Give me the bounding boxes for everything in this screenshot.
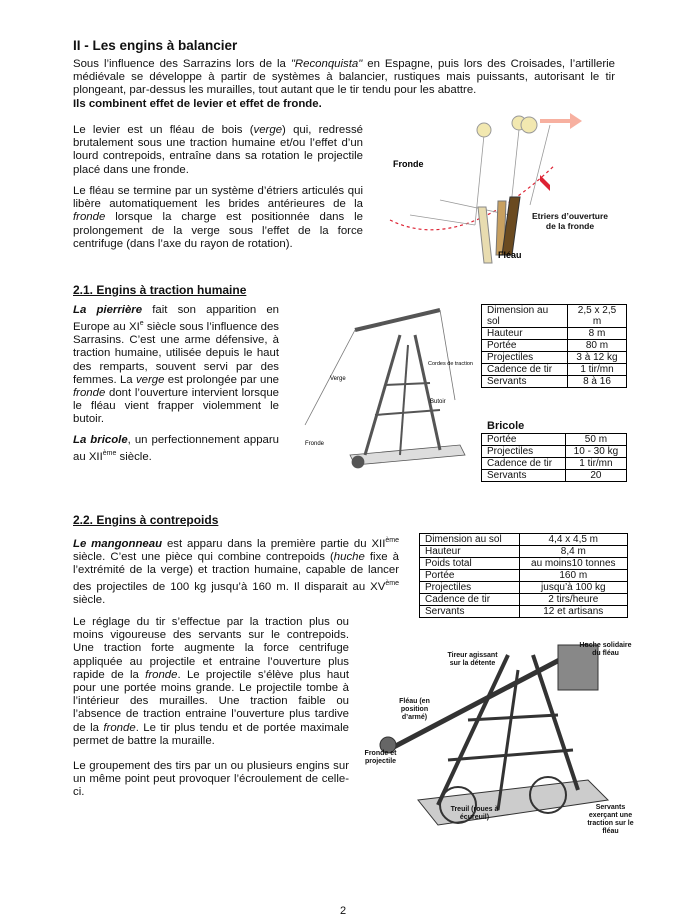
heading-traction-humaine: 2.1. Engins à traction humaine <box>73 283 247 297</box>
label-etriers: Etriers d’ouverture de la fronde <box>531 211 609 231</box>
pierriere-row <box>482 376 627 388</box>
label-butoir: Butoir <box>430 399 446 405</box>
heading-contrepoids: 2.2. Engins à contrepoids <box>73 513 219 527</box>
label-tireur: Tireur agissant sur la détente <box>447 652 498 667</box>
arrow-icon <box>540 113 582 129</box>
table-value-cell: 1 tir/mn <box>565 458 626 470</box>
table-value-cell: 2,5 x 2,5 m <box>567 305 626 328</box>
intro-bold-line: Ils combinent effet de levier et effet de fronde. <box>73 97 322 110</box>
table-value-cell: 12 et artisans <box>519 606 627 618</box>
bricole-paragraph: La bricole, un perfectionnement apparu au XIIème siècle. <box>73 434 279 463</box>
projectile-icon <box>477 123 491 137</box>
table-label-cell: Hauteur <box>482 328 568 340</box>
table-label-cell: Poids total <box>420 558 520 570</box>
label-cordes: Cordes de traction <box>428 361 473 367</box>
table-value-cell: jusqu’à 100 kg <box>519 582 627 594</box>
page-number: 2 <box>340 905 347 917</box>
bricole-row <box>482 470 627 482</box>
table-label-cell: Portée <box>482 340 568 352</box>
table-value-cell: 1 tir/mn <box>567 364 626 376</box>
table-label-cell: Dimension au sol <box>482 305 568 328</box>
table-value-cell: 10 - 30 kg <box>565 446 626 458</box>
table-value-cell: 80 m <box>567 340 626 352</box>
pierriere-row <box>482 340 627 352</box>
table-label-cell: Cadence de tir <box>482 364 568 376</box>
table-label-cell: Projectiles <box>420 582 520 594</box>
pierriere-paragraph: La pierrière fait son apparition en Europe au XIe siècle sous l’influence des Sarrasins. C’est une arme défensive, à traction humaine, utilisée depuis le haut des remparts, souvent servi par des femmes. La verge est prolongée par une fronde dont l’ouverture intervient lorsque le fléau vient frapper violemment le butoir. <box>73 304 279 426</box>
section-title: II - Les engins à balancier <box>73 38 238 53</box>
table-label-cell: Cadence de tir <box>420 594 520 606</box>
mangonneau-row <box>420 570 628 582</box>
table-label-cell: Portée <box>482 434 566 446</box>
pierriere-table <box>481 304 627 388</box>
table-label-cell: Hauteur <box>420 546 520 558</box>
pierriere-row <box>482 364 627 376</box>
label-verge: Verge <box>330 376 346 382</box>
table-label-cell: Projectiles <box>482 352 568 364</box>
table-value-cell: 160 m <box>519 570 627 582</box>
table-value-cell: 8 à 16 <box>567 376 626 388</box>
table-value-cell: au moins10 tonnes <box>519 558 627 570</box>
label-treuil: Treuil (roues à écureuil) <box>450 806 499 821</box>
table-label-cell: Servants <box>482 470 566 482</box>
label-fleau-2: Fléau (en position d’armé) <box>399 698 430 721</box>
table-label-cell: Projectiles <box>482 446 566 458</box>
label-servants: Servants exerçant une traction sur le fléau <box>587 804 634 835</box>
table-label-cell: Dimension au sol <box>420 534 520 546</box>
table-value-cell: 20 <box>565 470 626 482</box>
table-value-cell: 8 m <box>567 328 626 340</box>
mangonneau-row <box>420 582 628 594</box>
projectile-icon <box>521 117 537 133</box>
table-value-cell: 50 m <box>565 434 626 446</box>
mangonneau-row <box>420 546 628 558</box>
pierriere-row <box>482 305 627 328</box>
bricole-table <box>481 433 627 482</box>
label-fleau: Fléau <box>498 250 522 260</box>
mangonneau-table <box>419 533 628 618</box>
table-value-cell: 3 à 12 kg <box>567 352 626 364</box>
table-label-cell: Portée <box>420 570 520 582</box>
table-label-cell: Servants <box>482 376 568 388</box>
pierriere-row <box>482 328 627 340</box>
lever-paragraph-2: Le fléau se termine par un système d’étriers articulés qui libère automatiquement les brides antérieures de la fronde lorsque la charge est positionnée dans le prolongement de la verge sous l’effet de la force centrifuge (dans l’axe du rayon de rotation). <box>73 185 363 250</box>
pierriere-row <box>482 352 627 364</box>
table-value-cell: 8,4 m <box>519 546 627 558</box>
bricole-row <box>482 458 627 470</box>
label-fronde: Fronde <box>393 159 424 169</box>
mangonneau-row <box>420 534 628 546</box>
fleau-diagram <box>380 105 620 270</box>
intro-paragraph: Sous l’influence des Sarrazins lors de la "Reconquista" en Espagne, puis lors des Croisades, l’artillerie médiévale se développe à partir de systèmes à balancier, rustiques mais puissants, autorisant le tir plongeant, par-dessus les murailles, tout autant que le tir tendu pour les abattre. Ils combinent effet de levier et effet de fronde. <box>73 58 615 110</box>
mangonneau-row <box>420 606 628 618</box>
mangonneau-row <box>420 594 628 606</box>
label-huche: Huche solidaire du fléau <box>579 642 632 657</box>
table-value-cell: 2 tirs/heure <box>519 594 627 606</box>
lever-paragraph-1: Le levier est un fléau de bois (verge) qui, redressé brutalement sous une traction humaine et/ou l’effet d’un lourd contrepoids, entraîne dans sa rotation le projectile placé dans une fronde. <box>73 124 363 176</box>
mangonneau-paragraph: Le mangonneau est apparu dans la première partie du XIIème siècle. C’est une pièce qui combine contrepoids (huche fixe à l’extrémité de la verge) et traction humaine, capable de lancer des projectiles de 100 kg jusqu’à 160 m. Il disparait au XVème siècle. <box>73 537 399 607</box>
label-fronde-projectile: Fronde et projectile <box>364 750 397 765</box>
table-value-cell: 4,4 x 4,5 m <box>519 534 627 546</box>
table-label-cell: Cadence de tir <box>482 458 566 470</box>
table-label-cell: Servants <box>420 606 520 618</box>
pierriere-illustration <box>290 305 475 480</box>
reglage-paragraph: Le réglage du tir s’effectue par la traction plus ou moins vigoureuse des servants sur le contrepoids. Une traction forte augmente la force centrifuge appliquée au projectile et entraine l’ouverture plus rapide de la fronde. Le projectile s’élève plus haut pour une portée moins grande. Le projectile tombe à l’intérieur des murailles. Une traction faible ou l’absence de traction entraine l’ouverture plus tardive de la fronde. Le tir plus tendu et de portée maximale permet de battre la muraille. <box>73 616 349 747</box>
bricole-row <box>482 446 627 458</box>
bricole-row <box>482 434 627 446</box>
mangonneau-row <box>420 558 628 570</box>
bricole-caption: Bricole <box>487 420 525 432</box>
label-fronde-2: Fronde <box>305 441 325 447</box>
groupement-paragraph: Le groupement des tirs par un ou plusieurs engins sur un même point peut provoquer l’écroulement de celle-ci. <box>73 760 349 799</box>
